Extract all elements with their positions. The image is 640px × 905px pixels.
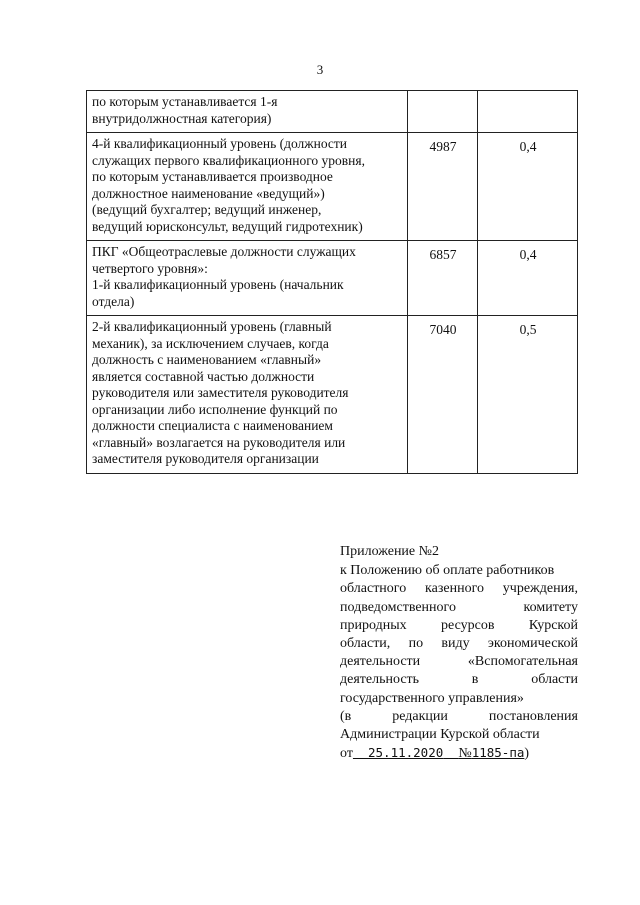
coefficient-cell: 0,4	[478, 241, 578, 316]
cell-text-line: по которым устанавливается производное	[92, 169, 333, 184]
salary-cell: 6857	[408, 241, 478, 316]
table-row	[87, 316, 578, 474]
cell-text-line: руководителя или заместителя руководителя	[92, 385, 349, 400]
salary-cell: 7040	[408, 316, 478, 474]
appendix-line: подведомственного комитету	[340, 599, 578, 615]
cell-text-line: организации либо исполнение функций по	[92, 401, 338, 417]
cell-text-line: 4-й квалификационный уровень (должности	[92, 136, 348, 151]
cell-text-line: ПКГ «Общеотраслевые должности служащих	[92, 244, 356, 259]
cell-text-line: «главный» возлагается на руководителя или	[92, 434, 346, 450]
cell-text-line: четвертого уровня»:	[92, 260, 208, 276]
appendix-line: к Положению об оплате работников	[340, 563, 555, 579]
appendix-line: (в редакции постановления	[340, 708, 578, 724]
cell-text-line: должности специалиста с наименованием	[92, 418, 333, 433]
appendix-line: деятельности «Вспомогательная	[340, 654, 578, 670]
cell-text-line: должностное наименование «ведущий»)	[92, 185, 325, 201]
decree-date-line	[340, 744, 578, 763]
cell-text-line: должность с наименованием «главный»	[92, 352, 322, 367]
appendix-line: природных ресурсов Курской	[340, 617, 578, 633]
salary-cell	[408, 91, 478, 133]
cell-text-line: 2-й квалификационный уровень (главный	[92, 319, 332, 334]
position-description-cell	[87, 316, 408, 474]
date-prefix: от	[340, 746, 353, 762]
coefficient-cell: 0,4	[478, 133, 578, 241]
appendix-line: Администрации Курской области	[340, 727, 540, 743]
appendix-line: государственного управления»	[340, 690, 524, 706]
cell-text-line: служащих первого квалификационного уровня,	[92, 152, 365, 168]
position-description-cell	[87, 133, 408, 241]
cell-text-line: отдела)	[92, 293, 135, 309]
cell-text-line: заместителя руководителя организации	[92, 451, 319, 466]
cell-text-line: механик), за исключением случаев, когда	[92, 335, 329, 351]
coefficient-cell	[478, 91, 578, 133]
position-description-cell	[87, 241, 408, 316]
appendix-line: деятельность в области	[340, 672, 578, 688]
cell-text-line: 1-й квалификационный уровень (начальник	[92, 277, 344, 292]
decree-number: 1185-па	[471, 745, 525, 761]
cell-text-line: по которым устанавливается 1-я	[92, 94, 278, 109]
appendix-title: Приложение №2	[340, 544, 439, 559]
position-description-cell	[87, 91, 408, 133]
closing-paren: )	[524, 746, 530, 762]
cell-text-line: внутридолжностная категория)	[92, 110, 272, 126]
appendix-line: областного казенного учреждения,	[340, 581, 578, 597]
table-row	[87, 241, 578, 316]
cell-text-line: является составной частью должности	[92, 368, 315, 384]
page-number: 3	[316, 62, 324, 77]
appendix-line: области, по виду экономической	[340, 636, 578, 652]
salary-table	[86, 90, 578, 474]
appendix-block	[340, 543, 578, 763]
table-row	[87, 91, 578, 133]
cell-text-line: (ведущий бухгалтер; ведущий инженер,	[92, 202, 322, 217]
table-row	[87, 133, 578, 241]
cell-text-line: ведущий юрисконсульт, ведущий гидротехник)	[92, 218, 363, 234]
salary-cell: 4987	[408, 133, 478, 241]
coefficient-cell: 0,5	[478, 316, 578, 474]
number-sign: №	[458, 746, 472, 762]
decree-date: 25.11.2020	[368, 745, 444, 761]
